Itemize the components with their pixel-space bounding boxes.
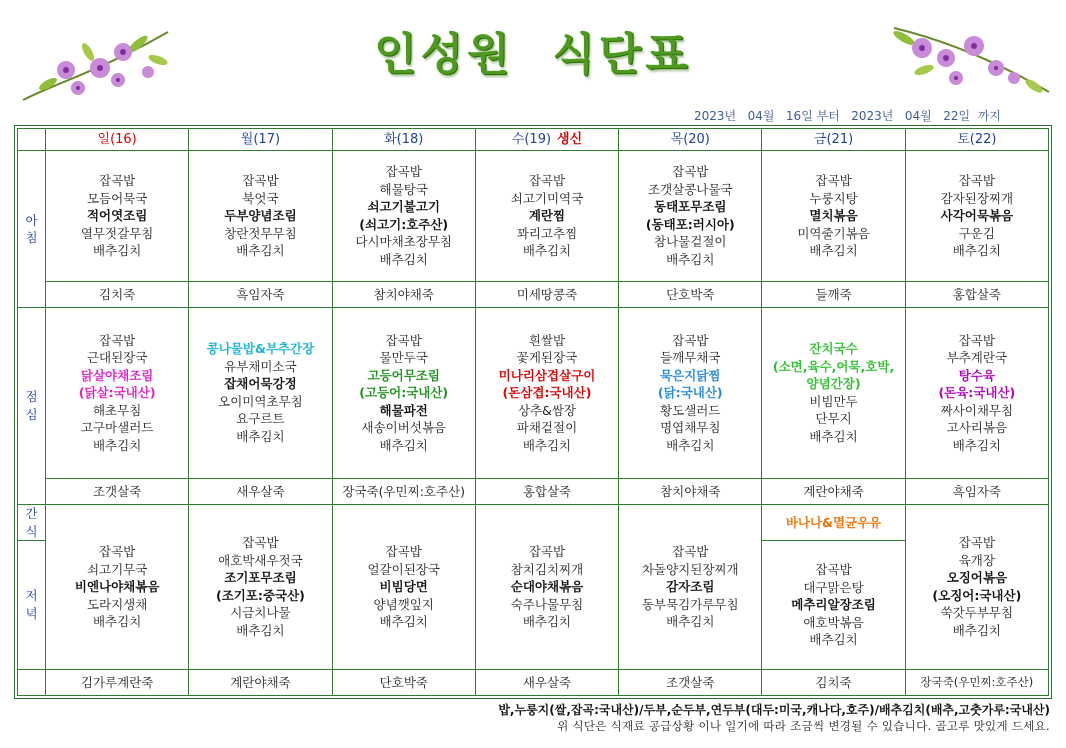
lunch-cell: 잡곡밥 들깨무채국 묵은지닭찜 (닭:국내산) 황도샐러드 명엽채무침 배추김치: [619, 307, 762, 478]
snack-label: 간식: [18, 504, 46, 540]
lunch-label: 점 심: [18, 307, 46, 504]
start-day: 16일: [785, 109, 813, 123]
dinner-label: 저 녁: [18, 541, 46, 670]
lunch-porridge-row: [18, 478, 1049, 504]
breakfast-cell: 잡곡밥 감자된장찌개 사각어묵볶음 구운김 배추김치: [905, 151, 1048, 282]
dinner-cell: 잡곡밥 차돌양지된장찌개 감자조림 동부묵김가루무침 배추김치: [619, 504, 762, 669]
porridge-cell: 흑임자죽: [905, 478, 1048, 504]
porridge-cell: 홍합살죽: [475, 478, 618, 504]
porridge-cell: 들깨죽: [762, 281, 905, 307]
day-header-row: [18, 129, 1049, 151]
day-header-fri: 금(21): [762, 129, 905, 151]
lunch-cell: 잡곡밥 부추계란국 탕수육 (돈육:국내산) 짜사이채무침 고사리볶음 배추김치: [905, 307, 1048, 478]
breakfast-porridge-row: [18, 281, 1049, 307]
day-header-wed: 수(19) 생신: [475, 129, 618, 151]
porridge-cell: 김가루계란죽: [46, 669, 189, 695]
menu-table-frame: [14, 125, 1052, 699]
menu-table: [17, 128, 1049, 696]
lunch-cell: 잡곡밥 물만두국 고등어무조림 (고등어:국내산) 해물파전 새송이버섯볶음 배추김치: [332, 307, 475, 478]
breakfast-label: 아 침: [18, 151, 46, 308]
porridge-cell: 참치야채죽: [619, 478, 762, 504]
dinner-cell: 잡곡밥 대구맑은탕 메추리알장조림 애호박볶음 배추김치: [762, 541, 905, 670]
porridge-cell: 미세땅콩죽: [475, 281, 618, 307]
porridge-cell: 장국죽(우민찌:호주산): [905, 669, 1048, 695]
breakfast-cell: 잡곡밥 북엇국 두부양념조림 창란젓무무침 배추김치: [189, 151, 332, 282]
porridge-cell: 새우살죽: [475, 669, 618, 695]
breakfast-row: [18, 151, 1049, 282]
porridge-cell: 계란야채죽: [762, 478, 905, 504]
from-label: 부터: [816, 109, 840, 123]
breakfast-cell: 잡곡밥 쇠고기미역국 계란찜 꽈리고추찜 배추김치: [475, 151, 618, 282]
porridge-cell: 장국죽(우민찌:호주산): [332, 478, 475, 504]
porridge-cell: 김치죽: [762, 669, 905, 695]
dinner-cell: 잡곡밥 애호박새우젓국 조기포무조림 (조기포:중국산) 시금치나물 배추김치: [189, 504, 332, 669]
dinner-cell: 잡곡밥 얼갈이된장국 비빔당면 양념깻잎지 배추김치: [332, 504, 475, 669]
breakfast-cell: 잡곡밥 해물탕국 쇠고기불고기 (쇠고기:호주산) 다시마채초장무침 배추김치: [332, 151, 475, 282]
menu-period: [694, 107, 1001, 124]
dinner-porridge-row: [18, 669, 1049, 695]
flower-decoration-right-icon: [884, 20, 1054, 98]
day-header-mon: 월(17): [189, 129, 332, 151]
lunch-cell: 콩나물밥&부추간장 유부채미소국 잡채어묵강정 오이미역초무침 요구르트 배추김치: [189, 307, 332, 478]
dinner-cell: 잡곡밥 참치김치찌개 순대야채볶음 숙주나물무침 배추김치: [475, 504, 618, 669]
breakfast-cell: 잡곡밥 조갯살콩나물국 동태포무조림 (동태포:러시아) 참나물겉절이 배추김치: [619, 151, 762, 282]
day-header-tue: 화(18): [332, 129, 475, 151]
end-month: 04월: [904, 109, 932, 123]
origin-note: 밥,누룽지(쌀,잡곡:국내산)/두부,순두부,연두부(대두:미국,캐나다,호주)/배추김치(배추,고춧가루:국내산): [498, 703, 1050, 717]
porridge-cell: 조갯살죽: [619, 669, 762, 695]
lunch-cell: 잔치국수 (소면,육수,어묵,호박, 양념간장) 비빔만두 단무지 배추김치: [762, 307, 905, 478]
porridge-cell: 참치야채죽: [332, 281, 475, 307]
day-header-sat: 토(22): [905, 129, 1048, 151]
end-year: 2023년: [851, 109, 894, 123]
lunch-cell: 잡곡밥 근대된장국 닭살야채조림 (닭살:국내산) 해초무침 고구마샐러드 배추김치: [46, 307, 189, 478]
day-header-thu: 목(20): [619, 129, 762, 151]
porridge-cell: 흑임자죽: [189, 281, 332, 307]
breakfast-cell: 잡곡밥 모듬어묵국 적어엿조림 열무젓갈무침 배추김치: [46, 151, 189, 282]
porridge-cell: 김치죽: [46, 281, 189, 307]
porridge-cell: 계란야채죽: [189, 669, 332, 695]
porridge-cell: 홍합살죽: [905, 281, 1048, 307]
corner-cell: [18, 129, 46, 151]
snack-cell: 바나나&멸균우유: [762, 504, 905, 540]
lunch-row: [18, 307, 1049, 478]
day-header-sun: 일(16): [46, 129, 189, 151]
flower-decoration-left-icon: [18, 22, 178, 104]
breakfast-cell: 잡곡밥 누룽지탕 멸치볶음 미역줄기볶음 배추김치: [762, 151, 905, 282]
birthday-badge: 생신: [557, 131, 583, 147]
dinner-cell: 잡곡밥 쇠고기무국 비엔나야채볶음 도라지생채 배추김치: [46, 504, 189, 669]
empty-label-cell: [18, 669, 46, 695]
start-year: 2023년: [694, 109, 737, 123]
porridge-cell: 단호박죽: [619, 281, 762, 307]
snack-row: [18, 504, 1049, 540]
to-label: 까지: [977, 109, 1001, 123]
notice-note: 위 식단은 식재료 공급상황 이나 일기에 따라 조금씩 변경될 수 있습니다. 골고루 맛있게 드세요.: [557, 719, 1050, 733]
porridge-cell: 단호박죽: [332, 669, 475, 695]
end-day: 22일: [943, 109, 971, 123]
page-title: 인성원 식단표: [374, 29, 692, 80]
dinner-cell: 잡곡밥 육개장 오징어볶음 (오징어:국내산) 쑥갓두부무침 배추김치: [905, 504, 1048, 669]
lunch-cell: 흰쌀밥 꽃게된장국 미나리삼겹살구이 (돈삼겹:국내산) 상추&쌈장 파채겉절이 배추김치: [475, 307, 618, 478]
porridge-cell: 새우살죽: [189, 478, 332, 504]
porridge-cell: 조갯살죽: [46, 478, 189, 504]
start-month: 04월: [747, 109, 775, 123]
